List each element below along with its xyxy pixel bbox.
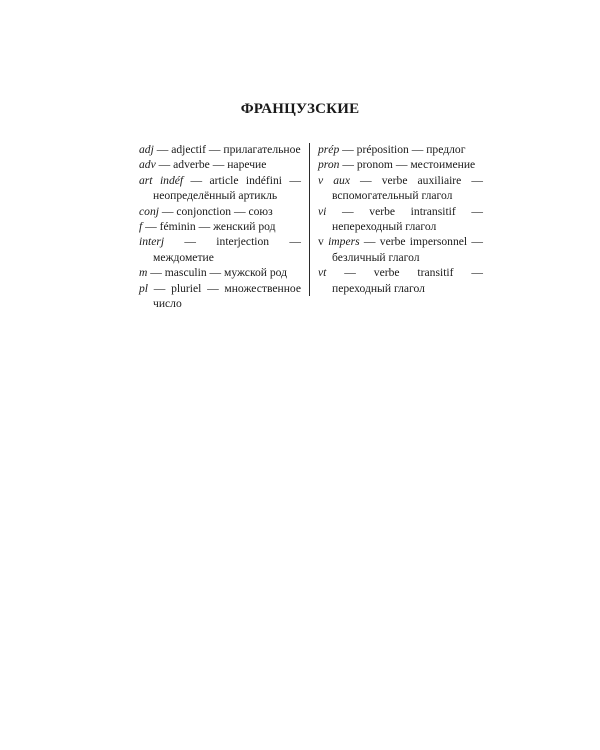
abbreviation-definition: — préposition — предлог bbox=[339, 143, 466, 156]
abbreviation-entry bbox=[139, 142, 301, 157]
abbreviation-definition: — pronom — местоимение bbox=[339, 158, 476, 172]
abbreviation-entry bbox=[318, 234, 483, 265]
abbreviation: adj bbox=[139, 143, 154, 156]
abbreviations-left-column bbox=[139, 142, 301, 311]
abbreviation-entry bbox=[318, 265, 483, 296]
abbreviation: v aux bbox=[318, 173, 350, 187]
abbreviation: adv bbox=[139, 158, 156, 172]
abbreviation: m bbox=[139, 266, 148, 280]
abbreviation-entry bbox=[318, 173, 483, 204]
abbreviation-entry bbox=[139, 219, 301, 234]
abbreviation-entry bbox=[139, 173, 301, 204]
abbreviation-definition: — interjection — междометие bbox=[153, 235, 301, 264]
abbreviation: pl bbox=[139, 281, 149, 295]
abbreviation-definition: — adjectif — прилагательное bbox=[153, 143, 301, 156]
abbreviation: vi bbox=[318, 204, 327, 218]
abbreviation: vt bbox=[318, 266, 327, 280]
abbreviations-right-column bbox=[318, 142, 483, 296]
abbreviation: impers bbox=[328, 235, 360, 249]
abbreviation-definition: — article indéfini — неопределённый артикль bbox=[153, 173, 301, 203]
column-divider bbox=[309, 143, 310, 296]
abbreviation: f bbox=[139, 220, 143, 234]
abbreviation: interj bbox=[139, 235, 165, 249]
abbreviation-definition: — pluriel — множественное число bbox=[148, 281, 301, 311]
abbreviation-definition: — verbe impersonnel — безличный глагол bbox=[332, 235, 483, 264]
abbreviation-definition: — verbe auxiliaire — вспомогательный глагол bbox=[332, 173, 483, 203]
section-heading: ФРАНЦУЗСКИЕ bbox=[240, 101, 360, 117]
abbreviation-definition: — masculin — мужской род bbox=[147, 266, 288, 280]
abbreviation-definition: — féminin — женский род bbox=[142, 220, 276, 234]
abbreviation: conj bbox=[139, 204, 159, 218]
abbreviation-entry bbox=[318, 204, 483, 235]
abbreviation-entry bbox=[318, 157, 483, 172]
abbreviation-prefix: v bbox=[318, 235, 329, 249]
abbreviation-entry bbox=[139, 204, 301, 219]
abbreviation: art indéf bbox=[139, 173, 184, 187]
abbreviation-entry bbox=[139, 265, 301, 280]
abbreviation-definition: — conjonction — союз bbox=[158, 204, 273, 218]
abbreviation-definition: — verbe transitif — переходный глагол bbox=[326, 266, 483, 295]
abbreviation-definition: — verbe intransitif — непереходный глагол bbox=[326, 204, 483, 234]
abbreviation-entry bbox=[139, 157, 301, 172]
abbreviation-entry bbox=[318, 142, 483, 157]
abbreviation-entry bbox=[139, 281, 301, 312]
abbreviation-entry bbox=[139, 234, 301, 265]
abbreviation: pron bbox=[318, 158, 340, 172]
abbreviation: prép bbox=[318, 143, 340, 156]
abbreviation-definition: — adverbe — наречие bbox=[155, 158, 267, 172]
